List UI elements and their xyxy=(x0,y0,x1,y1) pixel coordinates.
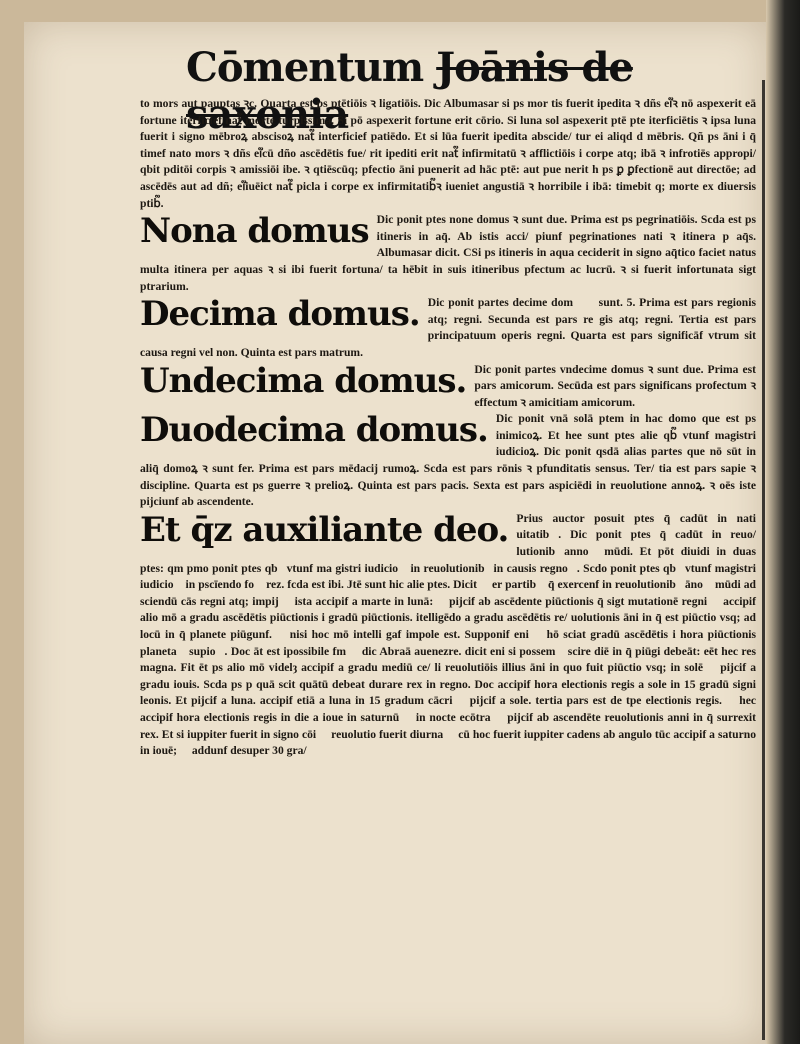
main-text-block xyxy=(140,96,756,760)
section-text: Dic ponit partes vndecime domus ꝛ sunt due. Prima est pars amicorum. Secūda est pars significans profectum ꝛ effectum ꝛ amicitiam amicorum. xyxy=(474,362,756,409)
section-heading: Nona domus xyxy=(140,211,369,252)
section-heading: Decima domus. xyxy=(140,294,420,335)
section-heading: Et q̄z auxiliante deo. xyxy=(140,509,509,550)
section-ninth-house xyxy=(140,212,756,295)
section-twelfth-house xyxy=(140,411,756,511)
gutter-rule xyxy=(762,80,765,1040)
section-text: Dic ponit partes decime dom᷑ ꝛ sunt. 5. Prima est pars regionis atq; regni. Secunda est pars re gis atq; regni. Tertia est pars principatuum operis regni. Quarta est pars significāf vtrum sit causa regni vel non. Quinta est pars matrum. xyxy=(140,296,756,359)
section-heading: Undecima domus. xyxy=(140,360,467,401)
header-author: Joānis de saxonia xyxy=(186,44,633,138)
section-text: Prius auctor posuit ptes q̄ cadūt in nati uitatib᷑. Dic ponit ptes q̄ cadūt in reuo/ lutionib᷑annoꝝ mūdi. Et pōt diuidi in duas ptes: qm pmo ponit ptes qb᷑vtunf ma gistri iudicioꝝ in reuolutionib᷑in causis regnoꝝ. Scdo ponit ptes qb᷑vtunf magistri iudicioꝝ in pscīendo foꝝ rez. fcda est ibi. Jtē sunt hic alie ptes. Dicit ꝙ er partib᷑ q̄ exercenf in reuolutionib᷑ānoꝝ mūdi ad sciendū cās regni atq; impij ꝛ ista accipif a marte in lunā: ꝛ pijcif ab ascēdente piūctionis q̄ sigt mutationē regni ꝛ accipif alio mō a gradu ascēdētis piūctionis i gradū piūctionis. itelligēdo a gradu ascēdētis re/ uolutionis āni in q̄ est piūctio vsq; ad locū in q̄ planete piūgunf. ꝛ nisi hoc mō intelli gaf impole est. Supponif eni ꝙ hō sciat gradū ascēdētis i hora piūctionis planetaꝝ supioꝝ. Doc āt est ipossibile fm ꝙ dic Abraā auenezre. dicit eni si possem᷑ scire diē in q̄ piūgi debeāt: eēt hec res magna. Fit ēt ps alio mō videlȝ accipif a gradu mediū ce/ li reuolutiōis illius āni in quo fuit piūctio vsq; in solē ꝛ pijcif a gradu iouis. Scda ps p quā scit quātū debeat durare rex in regno. Doc accipif hora electionis regis a sole in 15 gradū signi leonis. Et pijcif a luna. accipif etiā a luna in 15 gradum cācri ꝛ pijcif a sole. tertia pars est de tpe electionis regis. ꝛ hec accipif hora electionis regis in die a ioue in saturnū ꝛ in nocte ecōtra ꝛ pijcif ab ascendēte reuolutionis anni in q̄ surrexit rex. Et si iuppiter fuerit in signo cōi ꝛ reuolutio fuerit diurna ꝛ cū hoc fuerit iuppiter cadens ab angulo tūc accipif a saturno in iouē; ꝛ addunf desuper 30 gra/ xyxy=(140,511,756,758)
section-eleventh-house xyxy=(140,362,756,412)
running-header xyxy=(186,44,666,138)
section-heading: Duodecima domus. xyxy=(140,410,488,451)
header-title: Cōmentum xyxy=(186,44,424,91)
section-text: Dic ponit vnā solā ptem in hac domo que est ps inimicoꝝ. Et hee sunt ptes alie qb᷑ vtunf magistri iudicioꝝ. Dic ponit qsdā alias partes que nō sūt in aliq̄ domoꝝ ꝛ sunt fer. Prima est pars mēdacij rumoꝝ. Scda est pars rōnis ꝛ pfunditatis sensus. Ter/ tia est pars sapie ꝛ discipline. Quarta est ps guerre ꝛ prelioꝝ. Quinta est pars pacis. Sexta est pars aspiciēdi in reuolutione annoꝝ. ꝛ oēs iste pijciunf ab ascendente. xyxy=(140,412,756,509)
intro-paragraph: to mors aut pauptas ꝛc. Quarta est ps ptētiōis ꝛ ligatiōis. Dic Albumasar si ps mor tis fuerit ipedita ꝛ dñs ei᷑ꝛ nō aspexerit eā fortune iterficief nat᷑ morte turpissima. Si pō aspexerit fortune erit cōrio. Si luna sol aspexerit ptē pte iterficiētis ꝛ ipsa luna fuerit i signo mēbroꝝ abscisoꝝ nat᷑ interficief patiēdo. Et si lūa fuerit ipedita abscide/ tur ei aliqd d mēbris. Qñ ps āni i q̄ timef nato mors ꝛ dñs ei᷑cū dño ascēdētis fue/ rit ipediti erit nat᷑ infirmitatū ꝛ afflictiōis i corpe atq; ibā ꝛ infrotiēs appropi/ qbit pditōi corpis ꝛ amissiōi ibe. ꝛ qtiēscūq; pfectio āni puenerit ad hāc ptē: aut pue nerit h ps ꝑ ꝑfectionē aut directōe; ad ascēdēs aut ad dñ; ei᷑iuēict nat᷑ picla i corpe ex infirmitatib᷑ꝛ iueniet angustiā ꝛ horribile i ibā: timebit q; morte ex diuersis ptib᷑. xyxy=(140,97,756,210)
book-gutter xyxy=(766,0,800,1044)
section-text: Dic ponit ptes none domus ꝛ sunt due. Prima est ps pegrinatiōis. Scda est ps itineris in aq̄. Ab istis acci/ piunf pegrinationes nati ꝛ itinera p aq̄s. Albumasar dicit. CSi ps itineris in aqua ceciderit in signo aq̄tico faciet natus multa itinera per aquas ꝛ si ibi fuerit fortuna/ ta hēbit in suis itineribus pfectum ac lucrū. ꝛ si fuerit infortunata sigt ptrarium. xyxy=(140,213,756,293)
section-et-quia xyxy=(140,511,756,760)
section-tenth-house xyxy=(140,295,756,361)
